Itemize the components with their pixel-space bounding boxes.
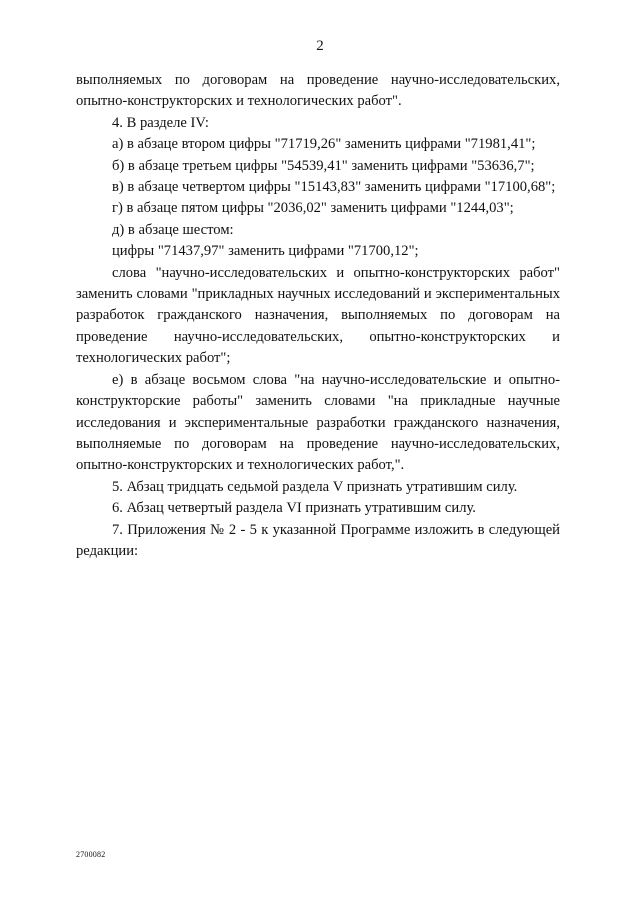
paragraph-continuation: выполняемых по договорам на проведение научно-исследовательских, опытно-конструкторских и технологических работ".	[76, 72, 560, 110]
paragraph-point-7: 7. Приложения № 2 - 5 к указанной Программе изложить в следующей редакции:	[76, 521, 560, 559]
paragraph-item-b: б) в абзаце третьем цифры "54539,41" заменить цифрами "53636,7";	[112, 157, 535, 174]
paragraph-item-d: д) в абзаце шестом:	[112, 221, 234, 238]
footer-document-code: 2700082	[76, 850, 106, 859]
paragraph-point-5: 5. Абзац тридцать седьмой раздела V признать утратившим силу.	[112, 478, 518, 495]
paragraph-item-v: в) в абзаце четвертом цифры "15143,83" заменить цифрами "17100,68";	[112, 179, 556, 196]
document-body	[76, 70, 560, 562]
paragraph-point-6: 6. Абзац четвертый раздела VI признать утратившим силу.	[112, 500, 476, 517]
paragraph-item-d-words: слова "научно-исследовательских и опытно-конструкторских работ" заменить словами "прикладных научных исследований и экспериментальных разработок гражданского назначения, выполняемых по договорам на проведение научно-исследовательских, опытно-конструкторских и технологических работ";	[76, 264, 560, 367]
paragraph-section-4-heading: 4. В разделе IV:	[112, 114, 209, 131]
paragraph-item-g: г) в абзаце пятом цифры "2036,02" заменить цифрами "1244,03";	[112, 200, 514, 217]
paragraph-item-a: а) в абзаце втором цифры "71719,26" заменить цифрами "71981,41";	[112, 136, 536, 153]
page-number: 2	[316, 38, 324, 54]
paragraph-item-e: е) в абзаце восьмом слова "на научно-исследовательские и опытно-конструкторские работы" заменить словами "на прикладные научные исследования и экспериментальные разработки гражданского назначения, выполняемые по договорам на проведение научно-исследовательских, опытно-конструкторских и технологических работ,".	[76, 371, 560, 474]
paragraph-item-d-figures: цифры "71437,97" заменить цифрами "71700,12";	[112, 243, 419, 260]
